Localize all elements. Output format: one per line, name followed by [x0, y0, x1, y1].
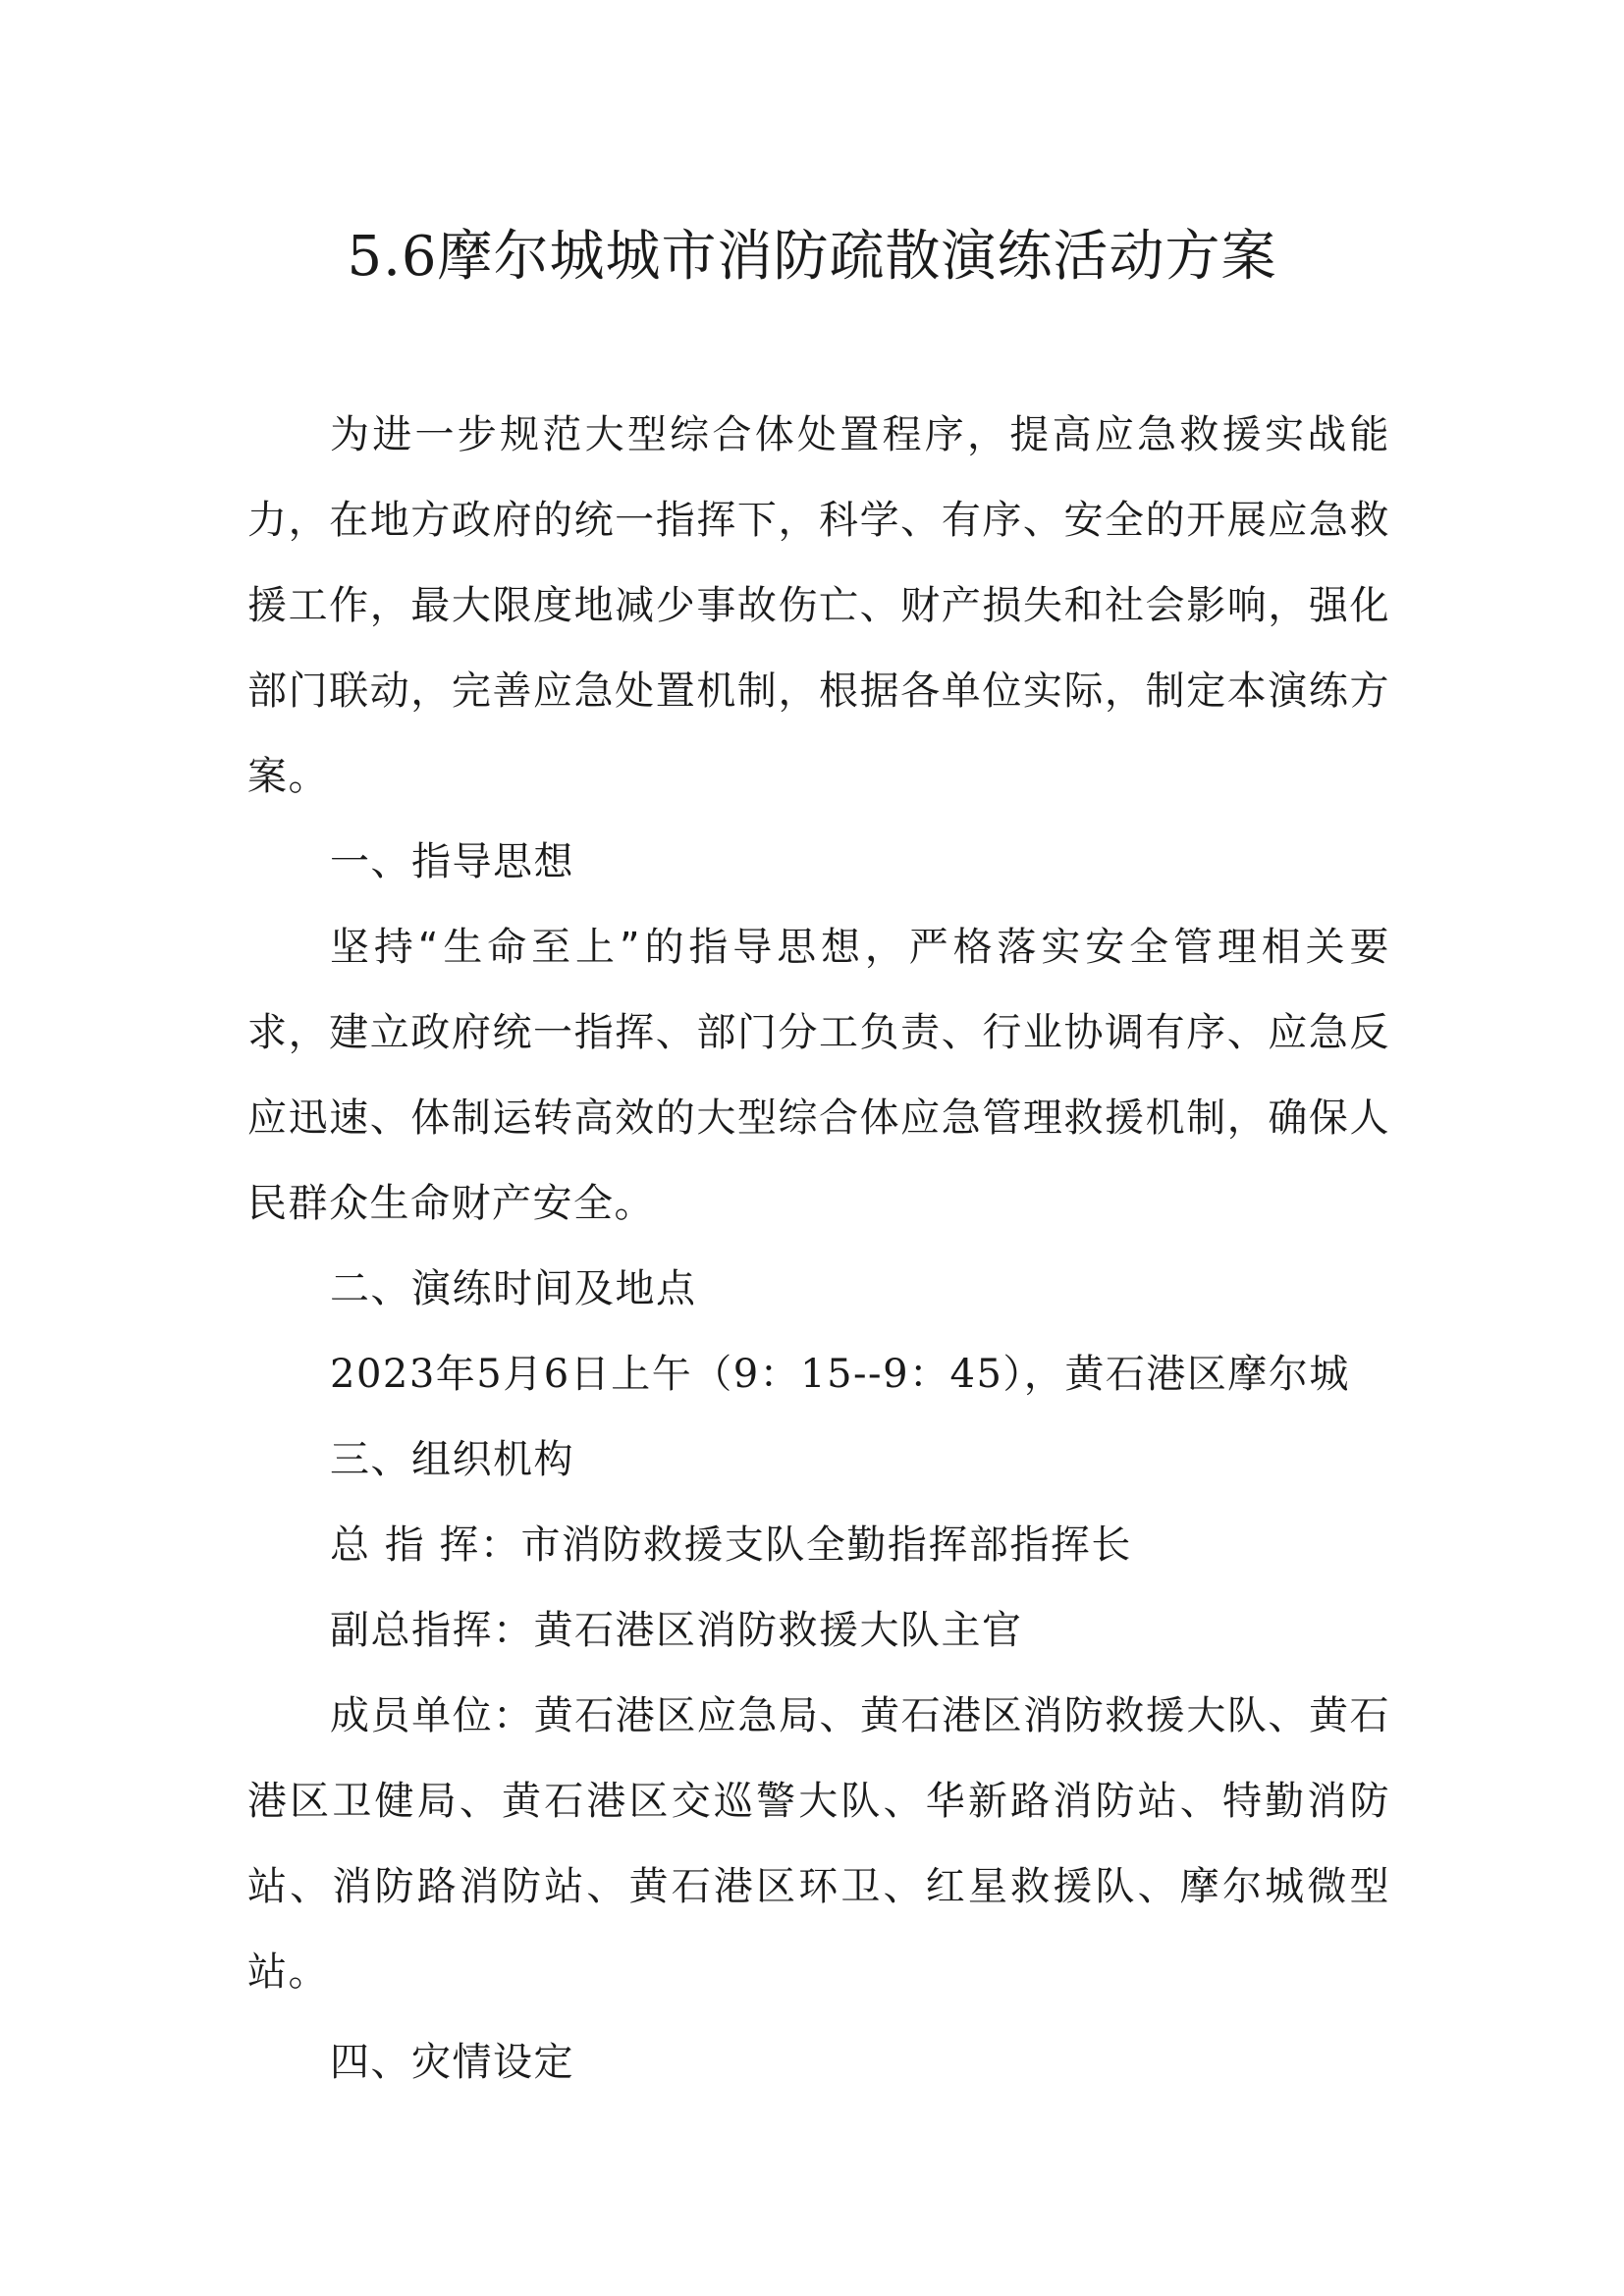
deputy-commander-value: 黄石港区消防救援大队主官 [533, 1608, 1023, 1653]
section-heading-guiding-ideology: 一、指导思想 [330, 839, 574, 884]
deputy-commander-line [247, 1588, 1390, 1674]
section-heading-time-place: 二、演练时间及地点 [330, 1266, 697, 1311]
deputy-commander-label: 副总指挥： [330, 1608, 534, 1653]
member-units-paragraph [247, 1674, 1390, 2015]
section-heading-disaster-setting: 四、灾情设定 [330, 2040, 574, 2085]
commander-label: 总 指 挥： [330, 1522, 521, 1568]
commander-value: 市消防救援支队全勤指挥部指挥长 [520, 1522, 1132, 1568]
section-heading-organization: 三、组织机构 [330, 1437, 574, 1482]
document-body [247, 393, 1390, 2106]
document-title: 5.6摩尔城城市消防疏散演练活动方案 [347, 225, 1277, 289]
member-units-label: 成员单位： [330, 1693, 534, 1738]
guiding-ideology-paragraph: 坚持“生命至上”的指导思想，严格落实安全管理相关要求，建立政府统一指挥、部门分工负责、行业协调有序、应急反应迅速、体制运转高效的大型综合体应急管理救援机制，确保人民群众生命财产安全。 [247, 925, 1390, 1226]
member-units-value: 黄石港区应急局、黄石港区消防救援大队、黄石港区卫健局、黄石港区交巡警大队、华新路消防站、特勤消防站、消防路消防站、黄石港区环卫、红星救援队、摩尔城微型站。 [247, 1693, 1391, 1995]
time-place-line: 2023年5月6日上午（9：15--9：45），黄石港区摩尔城 [330, 1352, 1350, 1397]
intro-paragraph: 为进一步规范大型综合体处置程序，提高应急救援实战能力，在地方政府的统一指挥下，科学、有序、安全的开展应急救援工作，最大限度地减少事故伤亡、财产损失和社会影响，强化部门联动，完善应急处置机制，根据各单位实际，制定本演练方案。 [247, 412, 1390, 799]
commander-line [247, 1503, 1390, 1588]
